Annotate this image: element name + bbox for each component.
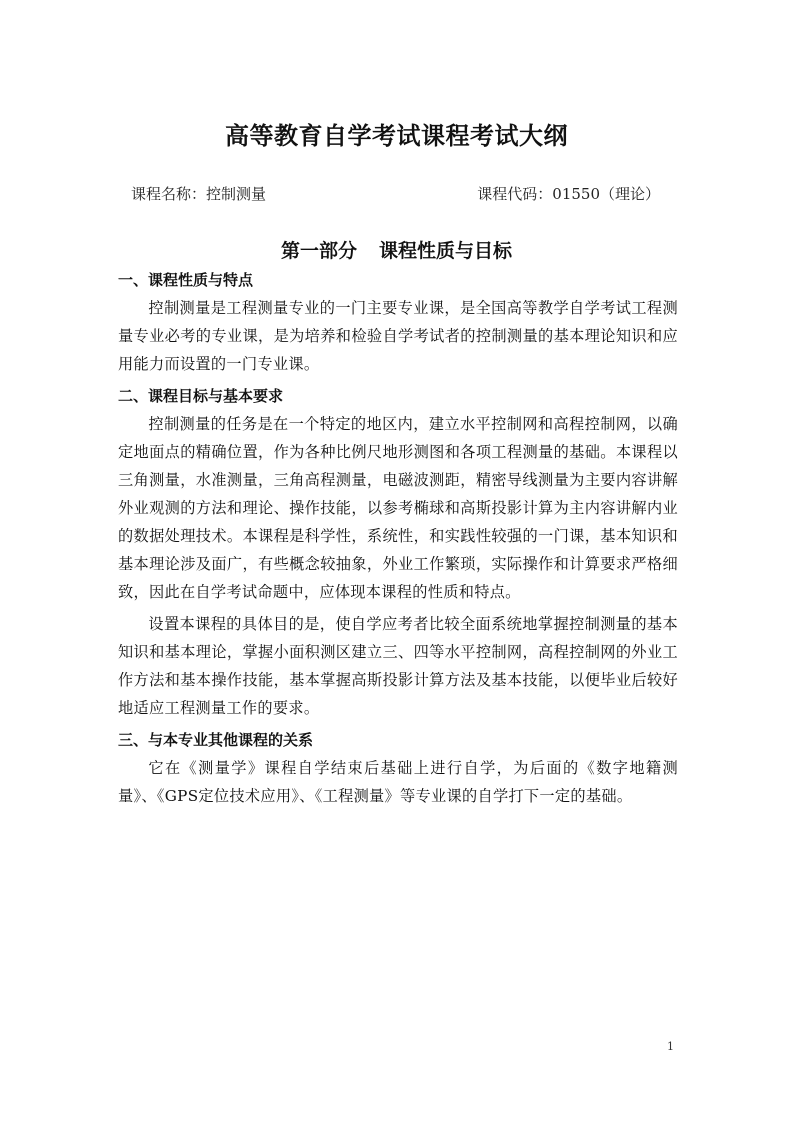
part-heading: 课程性质与目标 (379, 240, 513, 262)
section-heading: 二、课程目标与基本要求 (118, 387, 284, 405)
course-code: 课程代码：01550（理论） (477, 185, 660, 203)
section-heading: 一、课程性质与特点 (118, 271, 254, 289)
paragraph: 它在《测量学》课程自学结束后基础上进行自学，为后面的《数字地籍测量》、《GPS定位技术应用》、《工程测量》等专业课的自学打下一定的基础。 (118, 759, 678, 805)
paragraph: 设置本课程的具体目的是，使自学应考者比较全面系统地掌握控制测量的基本知识和基本理论，掌握小面积测区建立三、四等水平控制网，高程控制网的外业工作方法和基本操作技能，基本掌握高斯投影计算方法及基本技能，以便毕业后较好地适应工程测量工作的要求。 (118, 615, 678, 717)
document-body (118, 266, 678, 814)
part-title (0, 236, 793, 263)
paragraph: 控制测量的任务是在一个特定的地区内，建立水平控制网和高程控制网，以确定地面点的精确位置，作为各种比例尺地形测图和各项工程测量的基础。本课程以三角测量，水准测量，三角高程测量，电磁波测距，精密导线测量为主要内容讲解外业观测的方法和理论、操作技能，以参考椭球和高斯投影计算为主内容讲解内业的数据处理技术。本课程是科学性，系统性，和实践性较强的一门课，基本知识和基本理论涉及面广，有些概念较抽象，外业工作繁琐，实际操作和计算要求严格细致，因此在自学考试命题中，应体现本课程的性质和特点。 (118, 415, 678, 601)
section-heading: 三、与本专业其他课程的关系 (118, 731, 314, 749)
page-number: 1 (667, 1040, 674, 1053)
paragraph: 控制测量是工程测量专业的一门主要专业课，是全国高等教学自学考试工程测量专业必考的专业课，是为培养和检验自学考试者的控制测量的基本理论知识和应用能力而设置的一门专业课。 (118, 299, 678, 373)
course-meta (131, 183, 660, 204)
course-name: 课程名称：控制测量 (131, 185, 267, 203)
page-title: 高等教育自学考试课程考试大纲 (225, 122, 568, 150)
part-label: 第一部分 (280, 240, 357, 262)
